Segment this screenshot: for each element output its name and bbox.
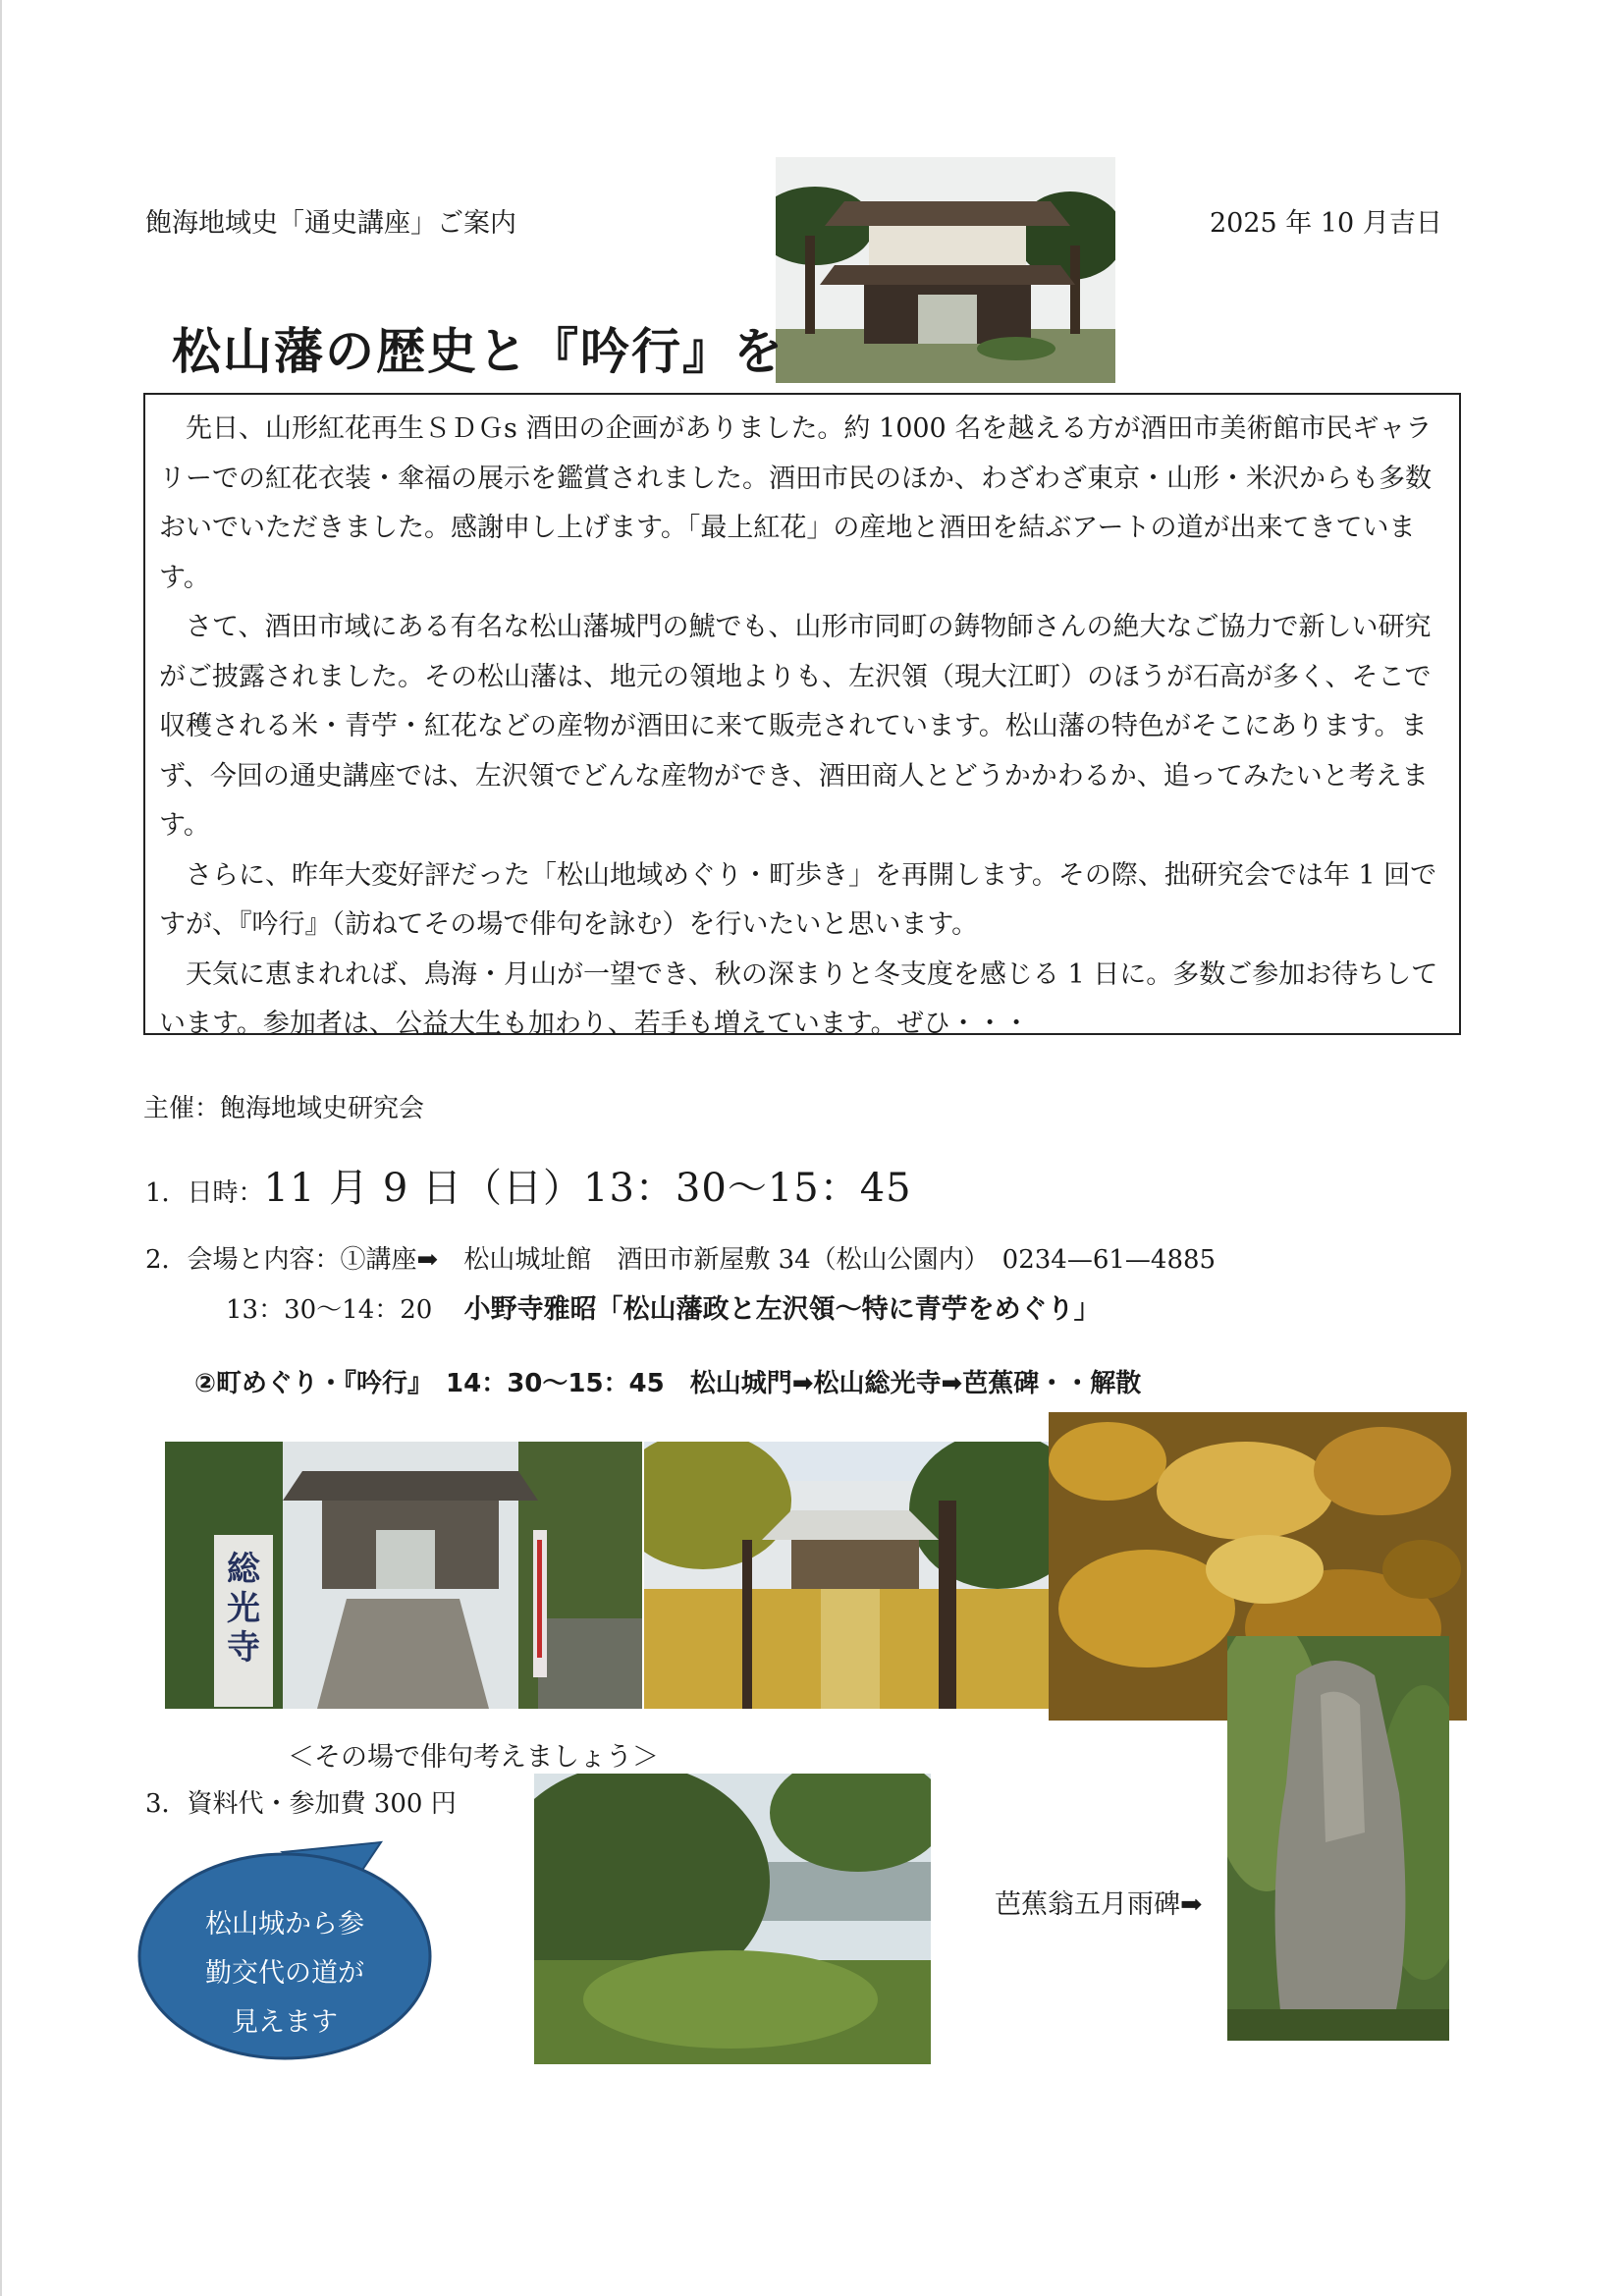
intro-paragraph: さて、酒田市域にある有名な松山藩城門の鯱でも、山形市同町の鋳物師さんの絶大なご協力で新しい研究がご披露されました。その松山藩は、地元の領地よりも、左沢領（現大江町）のほうが石高が多く、そこで収穫される米・青苧・紅花などの産物が酒田に来て販売されています。松山藩の特色がそこにあります。まず、今回の通史講座では、左沢領でどんな産物ができ、酒田商人とどうかかわるか、追ってみたいと考えます。 <box>159 612 1432 841</box>
lecture-time: 13：30〜14：20 <box>226 1295 433 1325</box>
castle-gate-photo <box>776 157 1115 383</box>
greenery-road-photo <box>534 1774 931 2064</box>
intro-paragraph: 先日、山形紅花再生ＳＤＧs 酒田の企画がありました。約 1000 名を越える方が酒田市美術館市民ギャラリーでの紅花衣装・傘福の展示を鑑賞されました。酒田市民のほか、わざわざ東京・山形・米沢からも多数おいでいただきました。感謝申し上げます。「最上紅花」の産地と酒田を結ぶアートの道が出来てきています。 <box>159 413 1433 593</box>
bubble-line: 勤交代の道が <box>205 1958 364 1989</box>
bubble-text <box>172 1900 398 2048</box>
header-date: 2025 年 10 月吉日 <box>1210 208 1442 239</box>
item3-fee: 3．資料代・参加費 300 円 <box>145 1789 457 1819</box>
item1 <box>145 1157 912 1211</box>
item2-schedule <box>226 1287 1101 1326</box>
photo-caption: ＜その場で俳句考えましょう＞ <box>288 1742 659 1773</box>
temple-hall-photo <box>644 1442 1055 1709</box>
page-edge-line <box>0 0 2 2296</box>
basho-stone-photo <box>1227 1636 1449 2041</box>
temple-gate-photo <box>165 1442 642 1709</box>
item1-label: 1．日時： <box>145 1178 264 1208</box>
walk-route: ②町めぐり・『吟行』 14：30〜15：45 松山城門➡松山総光寺➡芭蕉碑・・解散 <box>194 1369 1142 1398</box>
intro-paragraph: さらに、昨年大変好評だった「松山地域めぐり・町歩き」を再開します。その際、拙研究会では年 1 回ですが、『吟行』（訪ねてその場で俳句を詠む）を行いたいと思います。 <box>159 859 1437 940</box>
bubble-line: 見えます <box>232 2007 338 2038</box>
header-series: 飽海地域史「通史講座」ご案内 <box>145 208 516 239</box>
intro-box <box>143 393 1461 1039</box>
lecture-title: 小野寺雅昭「松山藩政と左沢領〜特に青苧をめぐり」 <box>463 1294 1101 1325</box>
stone-caption: 芭蕉翁五月雨碑➡ <box>995 1889 1203 1920</box>
temple-sign-text: 総光寺 <box>227 1550 260 1667</box>
bubble-line: 松山城から参 <box>205 1909 364 1940</box>
page-title: 松山藩の歴史と『吟行』を <box>172 323 784 380</box>
item2-venue: 2．会場と内容：①講座➡ 松山城址館 酒田市新屋敷 34（松山公園内） 0234—61—4885 <box>145 1245 1217 1275</box>
item1-datetime: 11 月 9 日（日）13：30〜15：45 <box>263 1166 912 1211</box>
organizer: 主催：飽海地域史研究会 <box>143 1094 425 1123</box>
intro-paragraph: 天気に恵まれれば、鳥海・月山が一望でき、秋の深まりと冬支度を感じる 1 日に。多数ご参加お待ちしています。参加者は、公益大生も加わり、若手も増えています。ぜひ・・・ <box>159 958 1438 1039</box>
